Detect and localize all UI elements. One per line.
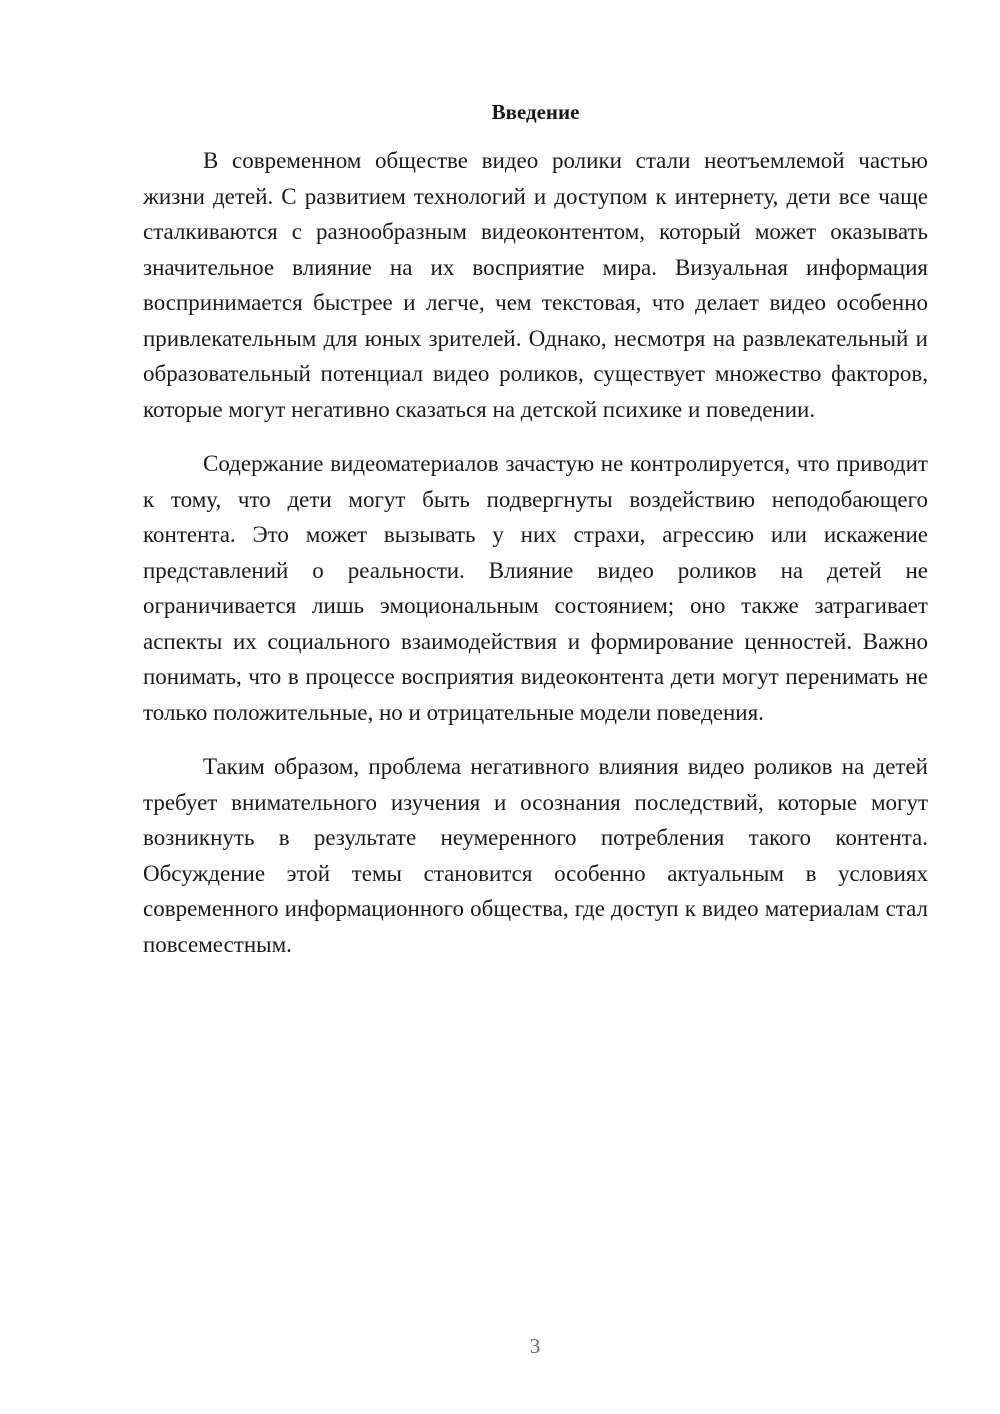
paragraph-2: Содержание видеоматериалов зачастую не контролируется, что приводит к тому, что дети могут быть подвергнуты воздействию неподобающего контента. Это может вызывать у них страхи, агрессию или искажение представлений о реальности. Влияние видео роликов на детей не ограничивается лишь эмоциональным состоянием; оно также затрагивает аспекты их социального взаимодействия и формирование ценностей. Важно понимать, что в процессе восприятия видеоконтента дети могут перенимать не только положительные, но и отрицательные модели поведения. — [143, 451, 928, 725]
paragraph-1: В современном обществе видео ролики стали неотъемлемой частью жизни детей. С развитием технологий и доступом к интернету, дети все чаще сталкиваются с разнообразным видеоконтентом, который может оказывать значительное влияние на их восприятие мира. Визуальная информация воспринимается быстрее и легче, чем текстовая, что делает видео особенно привлекательным для юных зрителей. Однако, несмотря на развлекательный и образовательный потенциал видео роликов, существует множество факторов, которые могут негативно сказаться на детской психике и поведении. — [143, 148, 928, 422]
body-text — [143, 143, 928, 981]
section-heading: Введение — [491, 100, 580, 124]
page-number: 3 — [529, 1334, 541, 1358]
paragraph-3: Таким образом, проблема негативного влияния видео роликов на детей требует внимательного изучения и осознания последствий, которые могут возникнуть в результате неумеренного потребления такого контента. Обсуждение этой темы становится особенно актуальным в условиях современного информационного общества, где доступ к видео материалам стал повсеместным. — [143, 754, 928, 957]
